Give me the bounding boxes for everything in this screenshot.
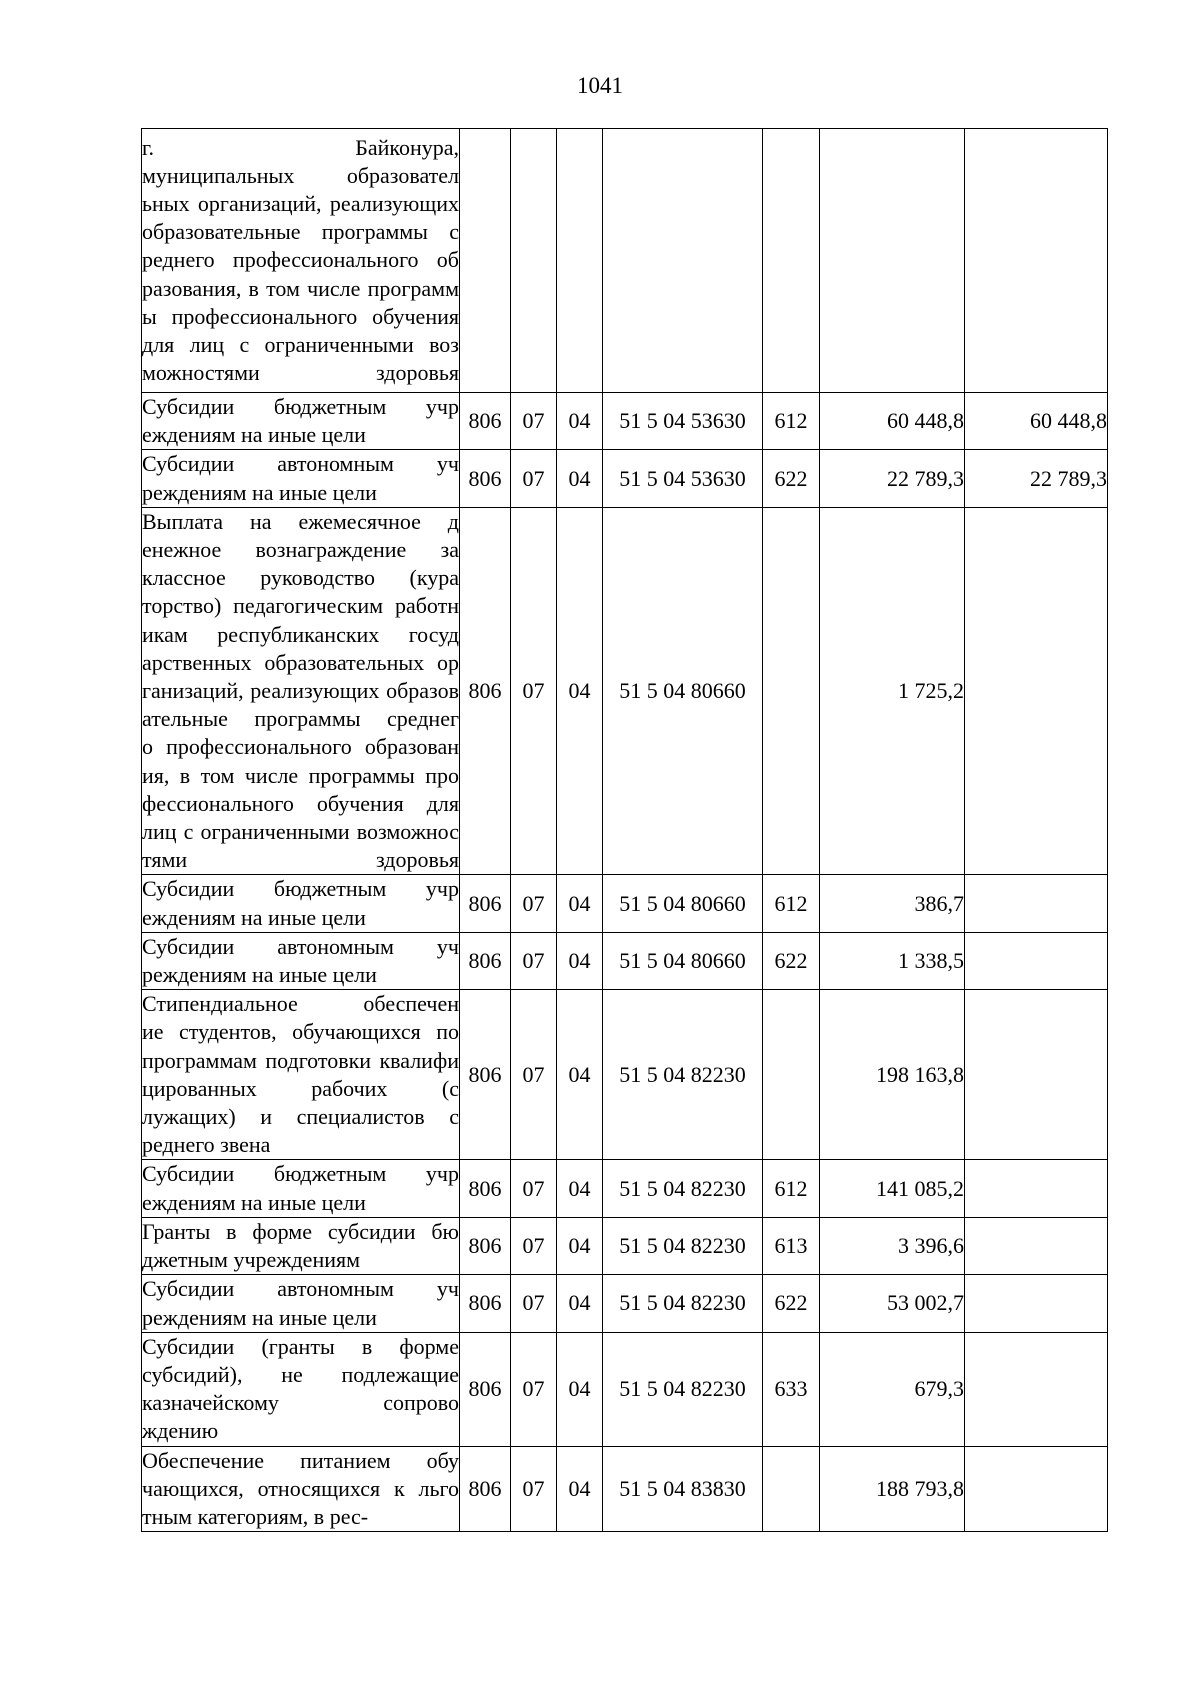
table-margin-cell [1108,393,1117,450]
cell-amount-2: 22 789,3 [965,450,1108,507]
table-row [142,1275,1117,1332]
cell-gr: 806 [460,1160,511,1217]
row-description: Субсидии автономным уч реждениям на иные цели [142,932,460,989]
cell-amount-2 [965,1275,1108,1332]
cell-rz: 07 [511,1217,557,1274]
page-number: 1041 [577,73,623,98]
row-description: Гранты в форме субсидии бю джетным учреждениям [142,1217,460,1274]
cell-pr: 04 [557,1160,603,1217]
cell-vr [763,129,820,393]
cell-vr: 613 [763,1217,820,1274]
cell-amount-1: 60 448,8 [820,393,965,450]
cell-csr: 51 5 04 80660 [603,875,763,932]
cell-amount-2 [965,507,1108,875]
cell-vr: 612 [763,393,820,450]
cell-pr: 04 [557,990,603,1160]
table-row [142,393,1117,450]
cell-amount-2 [965,1446,1108,1532]
cell-csr: 51 5 04 82230 [603,1217,763,1274]
table-body [142,129,1117,1532]
cell-amount-1: 188 793,8 [820,1446,965,1532]
cell-csr: 51 5 04 53630 [603,450,763,507]
table-margin-cell [1108,1160,1117,1217]
row-description: Субсидии бюджетным учр еждениям на иные цели [142,1160,460,1217]
table-margin-cell [1108,129,1117,393]
table-margin-cell [1108,450,1117,507]
row-description: Стипендиальное обеспечен ие студентов, обучающихся по программам подготовки квалифи цированных рабочих (с лужащих) и специалистов с реднего звена [142,990,460,1160]
cell-csr [603,129,763,393]
cell-amount-1: 3 396,6 [820,1217,965,1274]
cell-pr: 04 [557,450,603,507]
cell-pr: 04 [557,1217,603,1274]
table-row [142,990,1117,1160]
cell-vr: 622 [763,450,820,507]
cell-gr: 806 [460,450,511,507]
cell-gr: 806 [460,875,511,932]
cell-pr [557,129,603,393]
table-margin-cell [1108,875,1117,932]
cell-gr: 806 [460,1275,511,1332]
cell-rz: 07 [511,990,557,1160]
cell-amount-2 [965,1217,1108,1274]
cell-amount-1: 141 085,2 [820,1160,965,1217]
cell-gr: 806 [460,507,511,875]
cell-pr: 04 [557,1275,603,1332]
row-description: Субсидии бюджетным учр еждениям на иные цели [142,393,460,450]
cell-vr [763,507,820,875]
table-margin-cell [1108,1275,1117,1332]
table-row [142,129,1117,393]
cell-csr: 51 5 04 80660 [603,507,763,875]
cell-csr: 51 5 04 82230 [603,1160,763,1217]
cell-amount-1: 53 002,7 [820,1275,965,1332]
cell-gr: 806 [460,990,511,1160]
cell-amount-2: 60 448,8 [965,393,1108,450]
row-description: Обеспечение питанием обу чающихся, относящихся к льго тным категориям, в рес- [142,1446,460,1532]
budget-table [141,128,1117,1532]
cell-amount-2 [965,1160,1108,1217]
row-description: Субсидии бюджетным учр еждениям на иные цели [142,875,460,932]
table-margin-cell [1108,932,1117,989]
table-row [142,1332,1117,1446]
table-row [142,450,1117,507]
cell-csr: 51 5 04 82230 [603,1275,763,1332]
cell-csr: 51 5 04 83830 [603,1446,763,1532]
table-row [142,1217,1117,1274]
table-margin-cell [1108,1217,1117,1274]
cell-amount-2 [965,875,1108,932]
table-row [142,1160,1117,1217]
table-row [142,1446,1117,1532]
cell-pr: 04 [557,1446,603,1532]
row-description: Субсидии автономным уч реждениям на иные цели [142,450,460,507]
cell-rz: 07 [511,1160,557,1217]
table-row [142,507,1117,875]
cell-amount-2 [965,129,1108,393]
cell-rz [511,129,557,393]
cell-amount-1 [820,129,965,393]
cell-csr: 51 5 04 53630 [603,393,763,450]
cell-pr: 04 [557,932,603,989]
cell-rz: 07 [511,1446,557,1532]
cell-vr: 612 [763,875,820,932]
cell-amount-2 [965,990,1108,1160]
cell-vr [763,1446,820,1532]
cell-gr [460,129,511,393]
cell-vr: 622 [763,1275,820,1332]
table-margin-cell [1108,507,1117,875]
cell-pr: 04 [557,875,603,932]
cell-amount-2 [965,1332,1108,1446]
cell-gr: 806 [460,1446,511,1532]
cell-csr: 51 5 04 82230 [603,990,763,1160]
row-description: г. Байконура, муниципальных образовател ьных организаций, реализующих образовательные программы с реднего профессионального об разования, в том числе программ ы профессионального обучения для лиц с ограниченными воз можностями здоровья [142,129,460,393]
row-description: Выплата на ежемесячное д енежное вознаграждение за классное руководство (кура торство) педагогическим работн икам республиканских госуд арственных образовательных ор ганизаций, реализующих образов ательные программы среднег о профессионального образован ия, в том числе программы про фессионального обучения для лиц с ограниченными возможнос тями здоровья [142,507,460,875]
cell-amount-2 [965,932,1108,989]
cell-rz: 07 [511,450,557,507]
cell-rz: 07 [511,507,557,875]
cell-csr: 51 5 04 80660 [603,932,763,989]
cell-pr: 04 [557,1332,603,1446]
cell-vr: 622 [763,932,820,989]
table-row [142,932,1117,989]
cell-pr: 04 [557,393,603,450]
cell-amount-1: 22 789,3 [820,450,965,507]
row-description: Субсидии (гранты в форме субсидий), не подлежащие казначейскому сопрово ждению [142,1332,460,1446]
cell-rz: 07 [511,1275,557,1332]
cell-csr: 51 5 04 82230 [603,1332,763,1446]
cell-amount-1: 679,3 [820,1332,965,1446]
row-description: Субсидии автономным уч реждениям на иные цели [142,1275,460,1332]
cell-gr: 806 [460,932,511,989]
table-margin-cell [1108,1332,1117,1446]
cell-rz: 07 [511,1332,557,1446]
cell-amount-1: 1 338,5 [820,932,965,989]
cell-pr: 04 [557,507,603,875]
cell-vr [763,990,820,1160]
cell-amount-1: 1 725,2 [820,507,965,875]
cell-gr: 806 [460,1332,511,1446]
cell-rz: 07 [511,932,557,989]
cell-amount-1: 386,7 [820,875,965,932]
table-margin-cell [1108,990,1117,1160]
table-row [142,875,1117,932]
cell-rz: 07 [511,393,557,450]
cell-gr: 806 [460,1217,511,1274]
cell-vr: 612 [763,1160,820,1217]
cell-rz: 07 [511,875,557,932]
table-margin-cell [1108,1446,1117,1532]
cell-vr: 633 [763,1332,820,1446]
cell-amount-1: 198 163,8 [820,990,965,1160]
cell-gr: 806 [460,393,511,450]
